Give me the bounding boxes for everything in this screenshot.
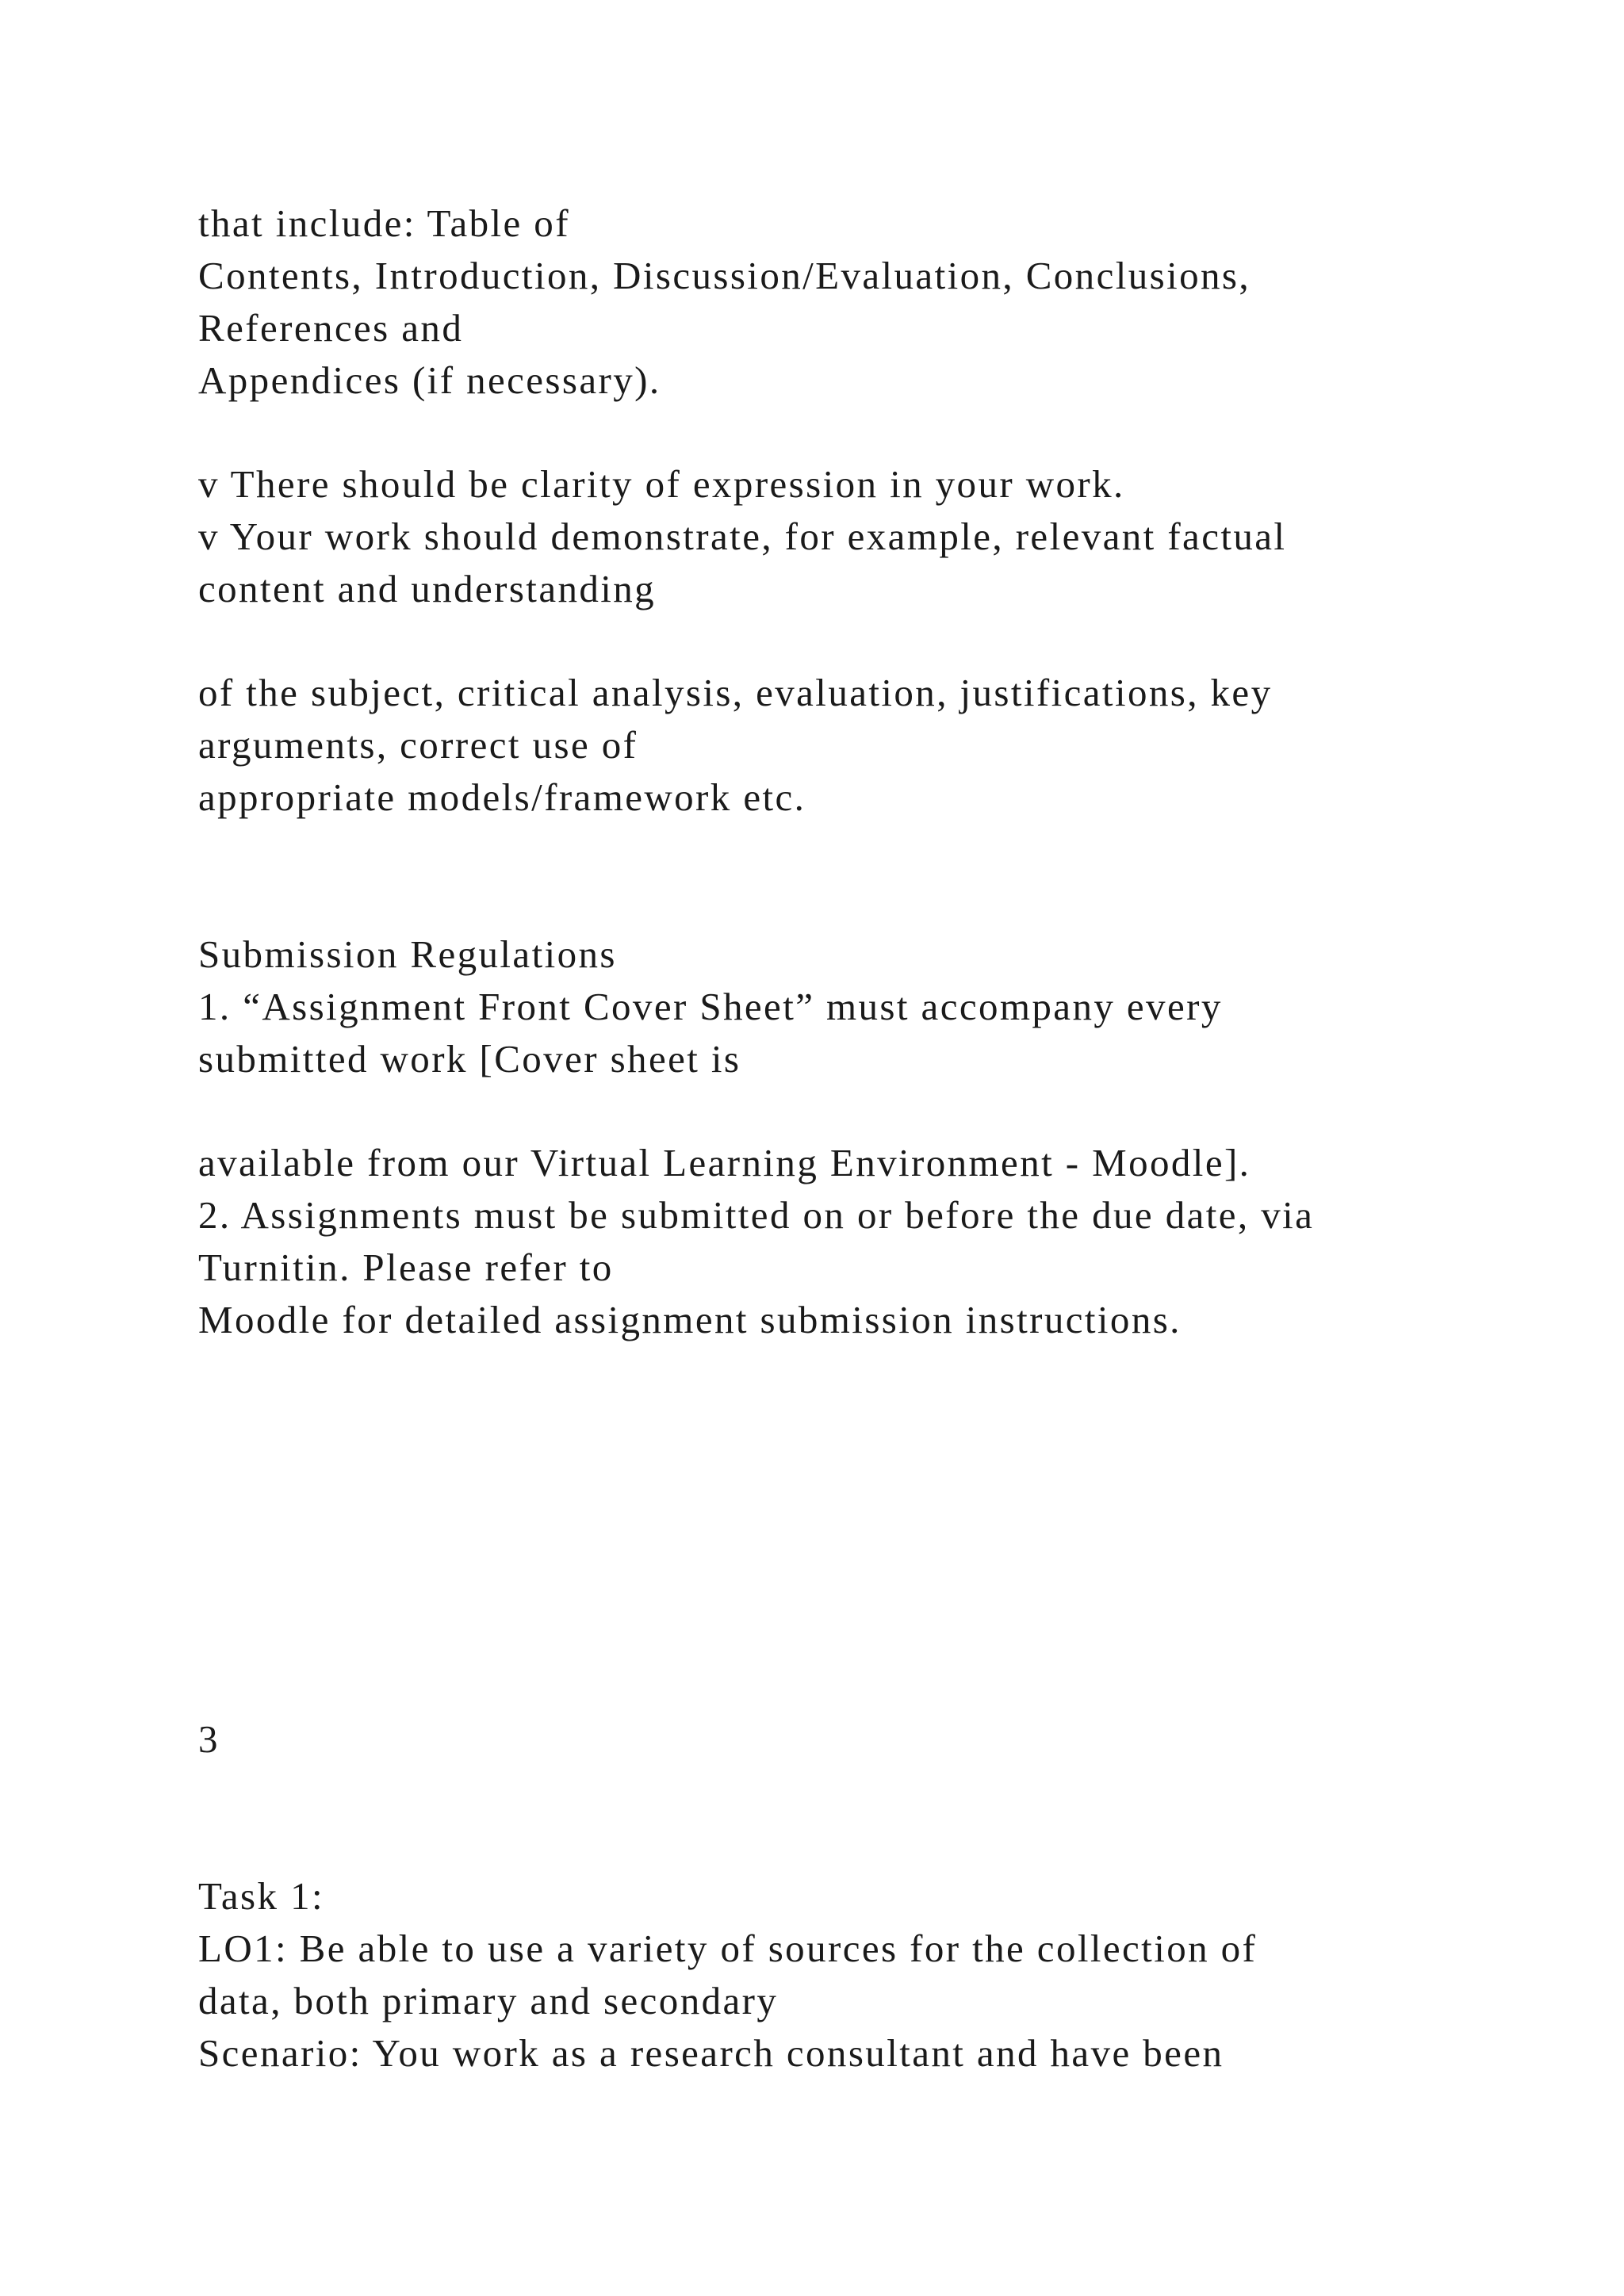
regulation-line: available from our Virtual Learning Environment - Moodle].	[198, 1141, 1251, 1184]
bullet-line: v Your work should demonstrate, for example, relevant factual	[198, 515, 1287, 558]
body-text-line: appropriate models/framework etc.	[198, 775, 806, 819]
body-text-line: Contents, Introduction, Discussion/Evaluation, Conclusions,	[198, 254, 1251, 297]
regulation-line: Moodle for detailed assignment submission instructions.	[198, 1298, 1182, 1341]
body-text-line: that include: Table of	[198, 201, 570, 245]
regulation-line: submitted work [Cover sheet is	[198, 1037, 741, 1081]
bullet-line: v There should be clarity of expression in your work.	[198, 462, 1125, 506]
task-line: data, both primary and secondary	[198, 1979, 779, 2022]
body-text-line: Appendices (if necessary).	[198, 358, 661, 402]
body-text-line: References and	[198, 306, 464, 350]
regulation-line: 2. Assignments must be submitted on or before the due date, via	[198, 1193, 1315, 1237]
body-text-line: of the subject, critical analysis, evaluation, justifications, key	[198, 671, 1273, 714]
body-text-line: arguments, correct use of	[198, 723, 638, 767]
regulation-line: Turnitin. Please refer to	[198, 1246, 614, 1289]
task-heading: Task 1:	[198, 1874, 324, 1918]
section-heading: Submission Regulations	[198, 932, 617, 976]
task-line: LO1: Be able to use a variety of sources for the collection of	[198, 1927, 1258, 1970]
task-line: Scenario: You work as a research consultant and have been	[198, 2031, 1224, 2075]
regulation-line: 1. “Assignment Front Cover Sheet” must accompany every	[198, 985, 1223, 1028]
page-number: 3	[198, 1717, 220, 1761]
body-text-line: content and understanding	[198, 567, 657, 610]
